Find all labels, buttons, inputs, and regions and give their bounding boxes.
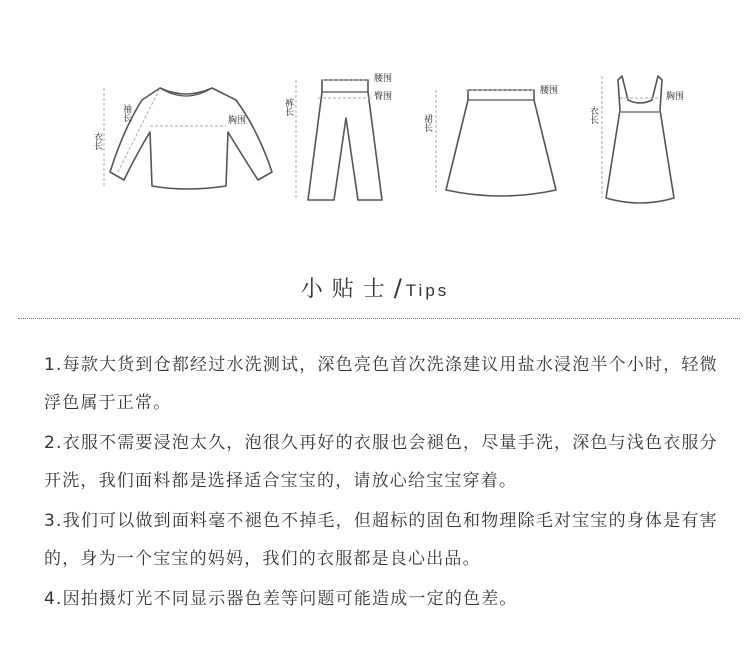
tips-list xyxy=(44,346,734,620)
skirt-length-label: 裙长 xyxy=(422,114,432,132)
garment-diagrams xyxy=(0,0,750,240)
dress-measure-lines xyxy=(602,76,660,198)
tips-heading-chinese: 小贴士 xyxy=(300,277,394,302)
skirt-waist-label: 腰围 xyxy=(540,86,559,96)
tip-item-3: 3.我们可以做到面料毫不褪色不掉毛，但超标的固色和物理除毛对宝宝的身体是有害的，身为一个宝宝的妈妈，我们的衣服都是良心出品。 xyxy=(44,511,718,569)
tips-heading-slash: / xyxy=(393,274,402,302)
skirt-drawing xyxy=(446,90,556,196)
dress-chest-label: 胸围 xyxy=(666,92,685,102)
tip-item-2: 2.衣服不需要浸泡太久，泡很久再好的衣服也会褪色，尽量手洗，深色与浅色衣服分开洗，我们面料都是选择适合宝宝的，请放心给宝宝穿着。 xyxy=(44,433,718,491)
dress-drawing xyxy=(606,76,674,203)
pants-hip-label: 臀围 xyxy=(374,92,393,102)
dress-length-label: 衣长 xyxy=(588,106,598,124)
tips-heading xyxy=(0,272,750,306)
dotted-divider xyxy=(18,318,740,319)
jacket-length-label: 衣长 xyxy=(92,132,102,150)
pants-length-label: 裤长 xyxy=(283,98,293,116)
size-guide-illustration xyxy=(0,0,750,240)
pants-measure-lines xyxy=(296,80,372,200)
skirt-measure-lines xyxy=(436,90,536,192)
jacket-sleeve-label: 袖长 xyxy=(121,104,131,122)
jacket-chest-label: 胸围 xyxy=(228,116,247,126)
tip-item-1: 1.每款大货到仓都经过水洗测试，深色亮色首次洗涤建议用盐水浸泡半个小时，轻微浮色属于正常。 xyxy=(44,355,718,413)
pants-waist-label: 腰围 xyxy=(374,74,393,84)
tip-item-4: 4.因拍摄灯光不同显示器色差等问题可能造成一定的色差。 xyxy=(44,589,518,609)
tips-heading-english: Tips xyxy=(405,281,450,300)
